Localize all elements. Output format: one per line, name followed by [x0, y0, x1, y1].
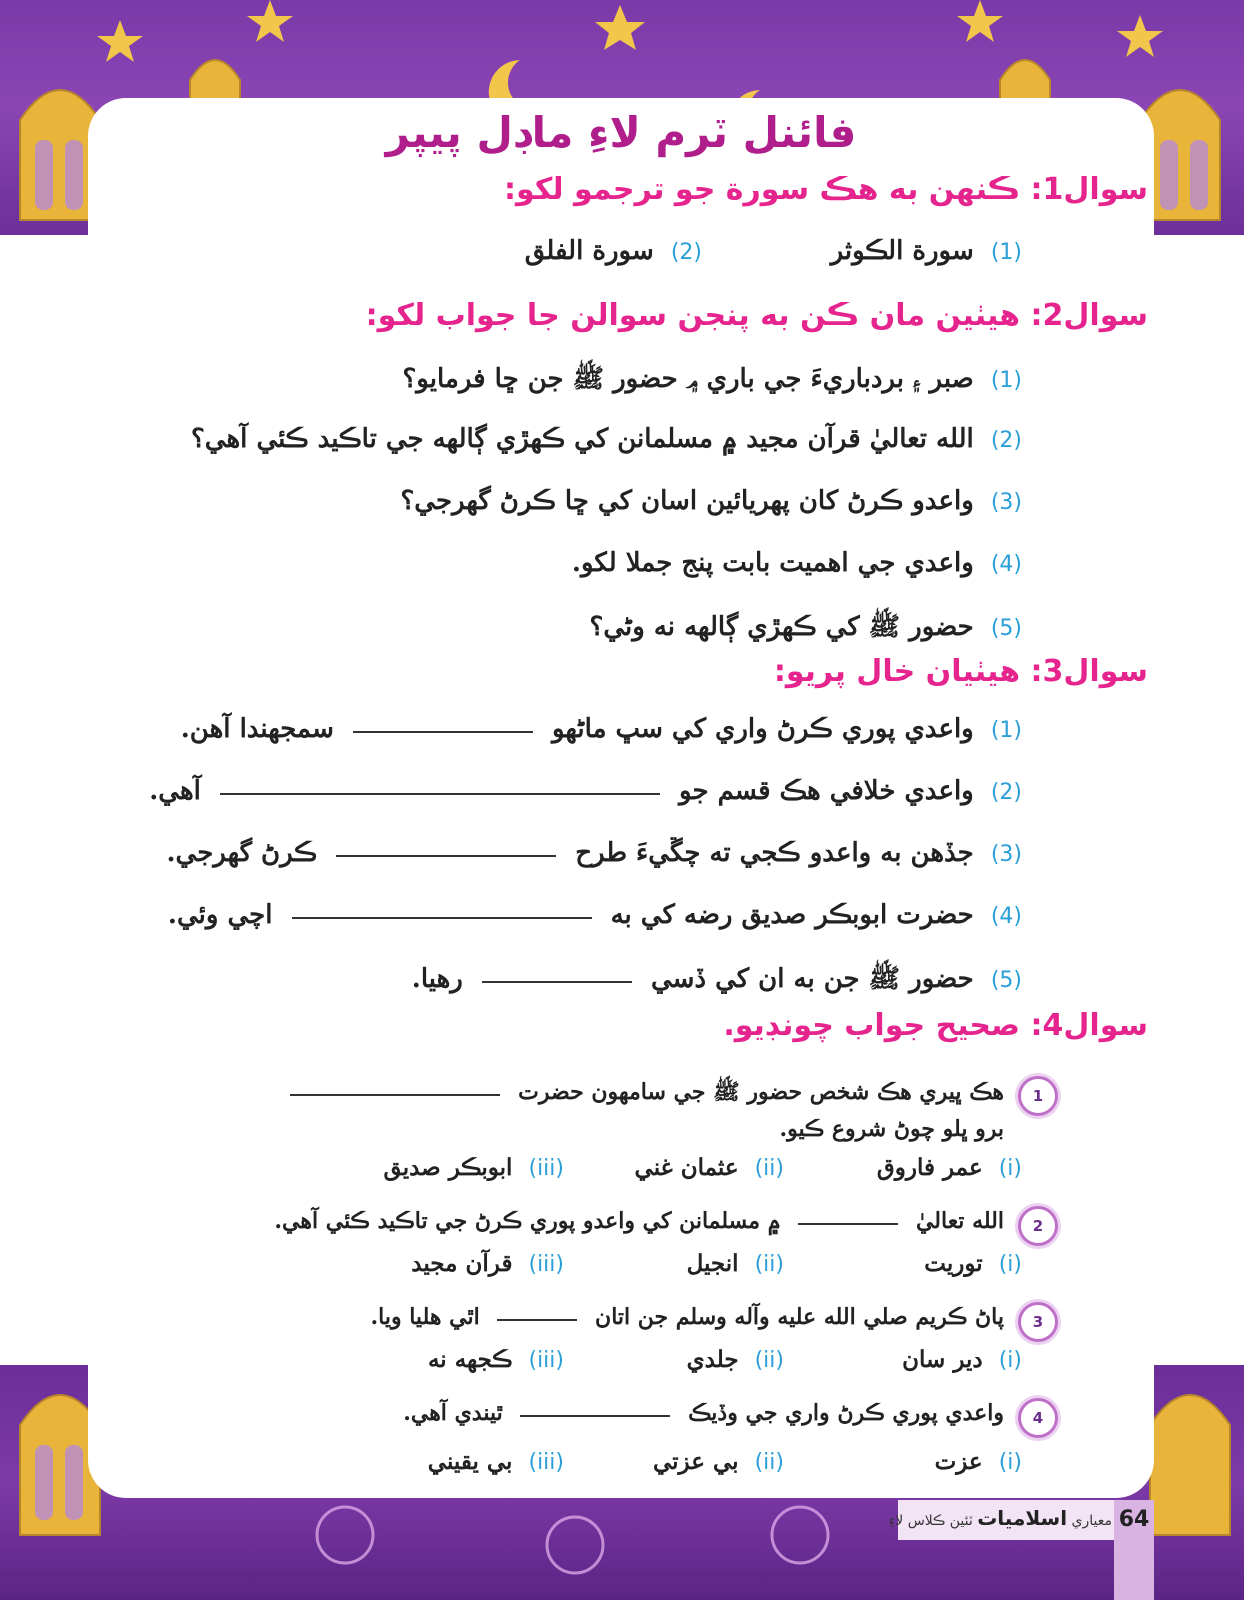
q2-item-2-num: (2)	[990, 428, 1022, 453]
mcq-4-option-i-num: (i)	[998, 1450, 1022, 1475]
q2-item-2	[191, 424, 1022, 454]
question-1-heading: سوال1: ڪنهن به هڪ سورة جو ترجمو لکو:	[504, 172, 1148, 207]
q3-item-2-before: واعدي خلافي هڪ قسم جو	[679, 776, 974, 806]
q3-item-5-num: (5)	[990, 968, 1022, 993]
mcq-4-text-after: ٿيندي آهي.	[403, 1400, 503, 1426]
footer-book-suffix: ٽئين ڪلاس لاءِ	[888, 1513, 973, 1529]
q3-item-5-after: رهيا.	[411, 964, 463, 994]
page-title: فائنل ٽرم لاءِ ماڊل پيپر	[385, 108, 857, 157]
mcq-1-text: هڪ ڀيري هڪ شخص حضور ﷺ جي سامهون حضرت	[518, 1079, 1004, 1105]
q3-item-3-blank	[336, 851, 556, 857]
mcq-3-blank	[497, 1315, 577, 1321]
mcq-4-option-ii-text: بي عزتي	[652, 1448, 739, 1475]
mcq-2-option-ii	[687, 1250, 784, 1277]
q1-option-1-text: سورة الڪوثر	[830, 236, 974, 266]
q3-item-3-before: جڏهن به واعدو ڪجي ته چڱيءَ طرح	[575, 838, 974, 868]
mcq-3-option-i-text: دير سان	[902, 1346, 983, 1373]
mcq-4-text-before: واعدي پوري ڪرڻ واري جي وڏيڪ	[688, 1400, 1004, 1426]
q1-option-1	[831, 236, 1022, 266]
q3-item-4	[168, 900, 1022, 930]
mcq-4-option-iii	[428, 1448, 564, 1475]
mcq-3-text-before: پاڻ ڪريم صلي الله عليه وآله وسلم جن اتان	[595, 1304, 1004, 1330]
q2-item-4	[572, 548, 1022, 578]
mcq-4-blank	[520, 1411, 670, 1417]
mcq-4-line-1	[403, 1400, 1004, 1426]
question-4-heading: سوال4: صحيح جواب چونڊيو.	[723, 1008, 1148, 1043]
mcq-1-line-1	[280, 1078, 1004, 1110]
mcq-4-badge: 4	[1018, 1398, 1058, 1438]
mcq-1-option-iii-text: ابوبڪر صديق	[383, 1154, 513, 1181]
q2-item-4-num: (4)	[990, 552, 1022, 577]
mcq-2-option-iii	[411, 1250, 564, 1277]
mcq-2-option-iii-text: قرآن مجيد	[411, 1250, 513, 1277]
q2-item-3-text: واعدو ڪرڻ کان پهريائين اسان کي ڇا ڪرڻ گهرجي؟	[400, 486, 974, 516]
q3-item-5	[412, 962, 1022, 1000]
mcq-3-badge: 3	[1018, 1302, 1058, 1342]
q3-item-5-blank	[482, 977, 632, 983]
footer-book-title: اسلاميات	[977, 1506, 1068, 1530]
mcq-3-option-ii	[687, 1346, 784, 1373]
q2-item-1-num: (1)	[990, 368, 1022, 393]
mcq-3-line-1	[370, 1304, 1004, 1330]
q2-item-3	[401, 486, 1023, 516]
q1-option-1-num: (1)	[990, 240, 1022, 265]
q3-item-2-blank	[220, 789, 660, 795]
mcq-3-option-iii-text: ڪجهه نه	[427, 1346, 513, 1373]
mcq-3-text-after: اٿي هليا ويا.	[370, 1304, 480, 1330]
q2-item-1-text: صبر ۽ بردباريءَ جي باري ۾ حضور ﷺ جن ڇا فرمايو؟	[402, 364, 974, 394]
question-3-heading: سوال3: هيٺيان خال پريو:	[773, 654, 1148, 689]
mcq-1-option-iii	[384, 1154, 564, 1181]
mcq-2-option-ii-num: (ii)	[754, 1252, 784, 1277]
mcq-3-option-iii	[428, 1346, 564, 1373]
mcq-2-option-ii-text: انجيل	[686, 1250, 739, 1277]
mcq-4-option-iii-text: بي يقيني	[427, 1448, 513, 1475]
mcq-1-blank	[290, 1090, 500, 1096]
mcq-1-badge: 1	[1018, 1076, 1058, 1116]
mcq-3-option-iii-num: (iii)	[528, 1348, 564, 1373]
mcq-4-option-ii-num: (ii)	[754, 1450, 784, 1475]
mcq-2-option-iii-num: (iii)	[528, 1252, 564, 1277]
footer-book-label	[889, 1506, 1112, 1530]
q3-item-2	[149, 776, 1022, 806]
mcq-1-option-ii-text: عثمان غني	[634, 1154, 739, 1181]
q2-item-3-num: (3)	[990, 490, 1022, 515]
q3-item-1-num: (1)	[990, 718, 1022, 743]
q3-item-5-before: حضور ﷺ جن به ان کي ڏسي	[650, 964, 974, 994]
question-2-heading: سوال2: هيٺين مان ڪن به پنجن سوالن جا جواب لکو:	[365, 298, 1148, 333]
mcq-1-line-2: برو ڀلو چوڻ شروع ڪيو.	[779, 1116, 1004, 1142]
mcq-2-text-before: الله تعاليٰ	[915, 1208, 1004, 1234]
mcq-1-option-ii-num: (ii)	[754, 1156, 784, 1181]
footer-book-prefix: معياري	[1071, 1513, 1112, 1529]
q2-item-4-text: واعدي جي اهميت بابت پنج جملا لکو.	[571, 548, 974, 578]
q3-item-3	[166, 838, 1022, 868]
mcq-1-option-i-text: عمر فاروق	[876, 1154, 983, 1181]
q1-option-2-text: سورة الفلق	[524, 236, 654, 266]
mcq-2-badge: 2	[1018, 1206, 1058, 1246]
q1-option-2-num: (2)	[670, 240, 702, 265]
mcq-2-option-i	[924, 1250, 1022, 1277]
mcq-3-option-ii-text: جلدي	[686, 1346, 739, 1373]
q2-item-2-text: الله تعاليٰ قرآن مجيد ۾ مسلمانن کي ڪهڙي ڳالهه جي تاڪيد ڪئي آهي؟	[190, 424, 974, 454]
mcq-1-option-i	[877, 1154, 1022, 1181]
mcq-2-blank	[798, 1219, 898, 1225]
mcq-4-option-ii	[653, 1448, 784, 1475]
q3-item-3-num: (3)	[990, 842, 1022, 867]
q3-item-1	[181, 714, 1022, 744]
q2-item-5-num: (5)	[990, 616, 1022, 641]
q3-item-4-num: (4)	[990, 904, 1022, 929]
mcq-3-option-ii-num: (ii)	[754, 1348, 784, 1373]
mcq-1-option-iii-num: (iii)	[528, 1156, 564, 1181]
mcq-4-option-iii-num: (iii)	[528, 1450, 564, 1475]
mcq-2-text-after: ۾ مسلمانن کي واعدو پوري ڪرڻ جي تاڪيد ڪئي آهي.	[274, 1208, 781, 1234]
mcq-2-option-i-text: توريت	[924, 1250, 983, 1277]
mcq-2-option-i-num: (i)	[998, 1252, 1022, 1277]
q3-item-4-after: اچي وئي.	[167, 900, 273, 930]
mcq-3-option-i-num: (i)	[998, 1348, 1022, 1373]
mcq-1-option-i-num: (i)	[998, 1156, 1022, 1181]
q3-item-2-after: آهي.	[149, 776, 201, 806]
mcq-2-line-1	[274, 1208, 1004, 1234]
q1-option-2	[525, 236, 702, 266]
mcq-1-option-ii	[635, 1154, 784, 1181]
mcq-3-option-i	[902, 1346, 1022, 1373]
q2-item-5	[590, 610, 1022, 648]
q3-item-3-after: ڪرڻ گهرجي.	[166, 838, 318, 868]
q3-item-4-before: حضرت ابوبڪر صديق رضه کي به	[610, 900, 974, 930]
q3-item-2-num: (2)	[990, 780, 1022, 805]
q3-item-1-after: سمجهندا آهن.	[180, 714, 334, 744]
q3-item-1-blank	[353, 727, 533, 733]
mcq-4-option-i	[935, 1448, 1022, 1475]
page-number: 64	[1114, 1500, 1154, 1600]
q2-item-5-text: حضور ﷺ کي ڪهڙي ڳالهه نه وڻي؟	[589, 612, 974, 642]
mcq-4-option-i-text: عزت	[934, 1448, 983, 1475]
q2-item-1	[403, 362, 1023, 400]
q3-item-4-blank	[292, 913, 592, 919]
q3-item-1-before: واعدي پوري ڪرڻ واري کي سڀ ماڻهو	[552, 714, 974, 744]
